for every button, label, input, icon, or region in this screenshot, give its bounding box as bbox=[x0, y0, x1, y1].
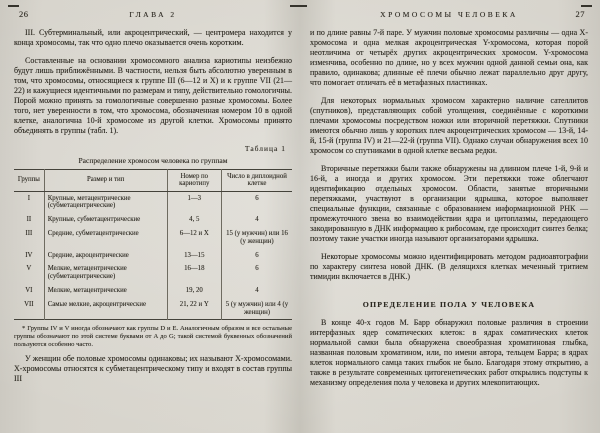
table-row bbox=[14, 191, 292, 213]
cell-type: Мелкие, метацентрические (субметацентрические) bbox=[44, 262, 167, 284]
paragraph: Некоторые хромосомы можно идентифицировать методом радиоавтографии по характеру синтеза новой ДНК. (В делящихся клетках меченный тритием тимидин включается в ДНК.) bbox=[310, 252, 588, 281]
column-header-group: Группы bbox=[14, 170, 44, 192]
cell-type: Крупные, метацентрические (субметацентрические) bbox=[44, 191, 167, 213]
paragraph: Вторичные перетяжки были также обнаружены на длинном плече 1-й, 9-й и 16-й, а иногда и других хромосом. Эти перетяжки тоже облегчают идентификацию отдельных хромосом. Области, занятые вторичными перетяжками, участвуют в организации ядрышка, которое выполняет специальные функции, связанные с образованием информационной РНК — промежуточного звена во взаимодействии ядра и цитоплазмы, передающего закодированную в ДНК информацию к рибосомам, где происходит синтез белка; поэтому такие участки иногда называют организаторами ядрышка. bbox=[310, 164, 588, 243]
table-row bbox=[14, 213, 292, 227]
chromosome-groups-table bbox=[14, 169, 292, 320]
paragraph: и по длине равны 7-й паре. У мужчин половые хромосомы различны — одна X-хромосома и одна мелкая акроцентрическая Y-хромосома, которая порой неотличима от четырёх других акроцентрических хромосом. Y-хромосома изменчива, особенно по длине, но у всех мужчин одной данной семьи она, как правило, одинакова; длинные её плечи обычно лежат параллельно друг другу, что помогает отличать её в метафазных пластинках. bbox=[310, 28, 588, 87]
cell-group: VII bbox=[24, 300, 34, 308]
running-title-right: ХРОМОСОМЫ ЧЕЛОВЕКА bbox=[380, 10, 518, 19]
cell-group: VI bbox=[25, 286, 33, 294]
table-title: Распределение хромосом человека по группам bbox=[78, 156, 228, 165]
table-row bbox=[14, 262, 292, 284]
cell-type: Самые мелкие, акроцентрические bbox=[44, 298, 167, 320]
table-row bbox=[14, 298, 292, 320]
paragraph: Составленные на основании хромосомного анализа кариотипы неизбежно будут лишь приближёнными. В частности, нельзя быть абсолютно уверенным в том, что хромосомы, относящиеся к группе III (6—12 и X) и к группе VII (21—22) и кажущиеся идентичными по размерам и типу, действительно гомологичны. Порой можно принять за гомологичные совершенно разные хромосомы. Более того, нет уверенности в том, что хромосома, обозначенная номером 10 в одной клетке, аналогична 10-й хромосоме из другой клетки. Хромосомы принято объединять в группы (табл. 1). bbox=[14, 56, 292, 135]
column-header-type: Размер и тип bbox=[44, 170, 167, 192]
cell-count: 15 (у мужчин) или 16 (у женщин) bbox=[221, 227, 292, 249]
paragraph: Для некоторых нормальных хромосом характерно наличие сателлитов (спутников), представляющих собой утолщения, соединённые с короткими плечами хромосомы посредством ножки или вторичной перетяжки. Спутники имеются обычно лишь у коротких плеч акроцентрических хромосом — 13-й, 14-й, 15-й (группа IV) и 21—22-й (группа VII). Однако случаи обнаружения всех 10 хромосом со спутниками в одной клетке весьма редки. bbox=[310, 96, 588, 155]
table-row bbox=[14, 227, 292, 249]
table-row bbox=[14, 249, 292, 263]
running-head-left bbox=[14, 9, 292, 20]
cell-karyotype: 6—12 и X bbox=[167, 227, 221, 249]
table-header-row bbox=[14, 170, 292, 192]
page-right bbox=[310, 0, 588, 433]
cell-type: Мелкие, метацентрические bbox=[44, 284, 167, 298]
table-footnote: * Группы IV и V иногда обозначают как группы D и E. Аналогичным образом и все остальные группы обозначают по этой системе буквами от A до G; такой системой буквенных обозначений пользуются особенно часто. bbox=[14, 325, 292, 348]
cell-group: I bbox=[27, 194, 30, 202]
column-header-count: Число в диплоидной клетке bbox=[221, 170, 292, 192]
cell-group: III bbox=[25, 229, 33, 237]
cell-karyotype: 13—15 bbox=[167, 249, 221, 263]
cell-group: II bbox=[26, 216, 32, 224]
cell-karyotype: 21, 22 и Y bbox=[167, 298, 221, 320]
paragraph: В конце 40-х годов М. Барр обнаружил половые различия в строении интерфазных ядер соматических клеток: в ядрах соматических клеток нормальной самки была обнаружена своеобразная хроматиновая глыбка, названная половым хроматином, или, по имени автора, тельцем Барра; в ядрах клеток нормального самца таких глыбок не было. Благодаря этому открытию, а также в результате современных цитогенетических работ открылись подступы к механизму определения пола у человека и других млекопитающих. bbox=[310, 318, 588, 387]
paragraph: У женщин обе половые хромосомы одинаковы; их называют X-хромосомами. X-хромосомы относятся к субметацентрическому типу и входят в состав группы III bbox=[14, 354, 292, 384]
cell-group: V bbox=[26, 265, 32, 273]
cell-count: 4 bbox=[221, 213, 292, 227]
page-number-right: 27 bbox=[575, 9, 585, 19]
table-row bbox=[14, 284, 292, 298]
cell-count: 6 bbox=[221, 249, 292, 263]
running-title-left: ГЛАВА 2 bbox=[129, 10, 177, 19]
cell-count: 6 bbox=[221, 191, 292, 213]
cell-karyotype: 19, 20 bbox=[167, 284, 221, 298]
scan-mark bbox=[290, 5, 307, 7]
page-left bbox=[14, 0, 292, 433]
cell-type: Крупные, субметацентрические bbox=[44, 213, 167, 227]
cell-karyotype: 4, 5 bbox=[167, 213, 221, 227]
table-label: Таблица 1 bbox=[244, 144, 286, 153]
page-number-left: 26 bbox=[19, 9, 29, 19]
cell-count: 5 (у мужчин) или 4 (у женщин) bbox=[221, 298, 292, 320]
section-heading: ОПРЕДЕЛЕНИЕ ПОЛА У ЧЕЛОВЕКА bbox=[362, 300, 536, 309]
cell-type: Средние, акроцентрические bbox=[44, 249, 167, 263]
cell-karyotype: 16—18 bbox=[167, 262, 221, 284]
cell-group: IV bbox=[25, 251, 33, 259]
cell-count: 6 bbox=[221, 262, 292, 284]
paragraph: III. Субтерминальный, или акроцентрический, — центромера находится у конца хромосомы, так что одно плечо оказывается очень коротким. bbox=[14, 28, 292, 47]
cell-type: Средние, субметацентрические bbox=[44, 227, 167, 249]
cell-karyotype: 1—3 bbox=[167, 191, 221, 213]
running-head-right bbox=[310, 9, 588, 20]
column-header-karyotype: Номер по кариотипу bbox=[167, 170, 221, 192]
cell-count: 4 bbox=[221, 284, 292, 298]
